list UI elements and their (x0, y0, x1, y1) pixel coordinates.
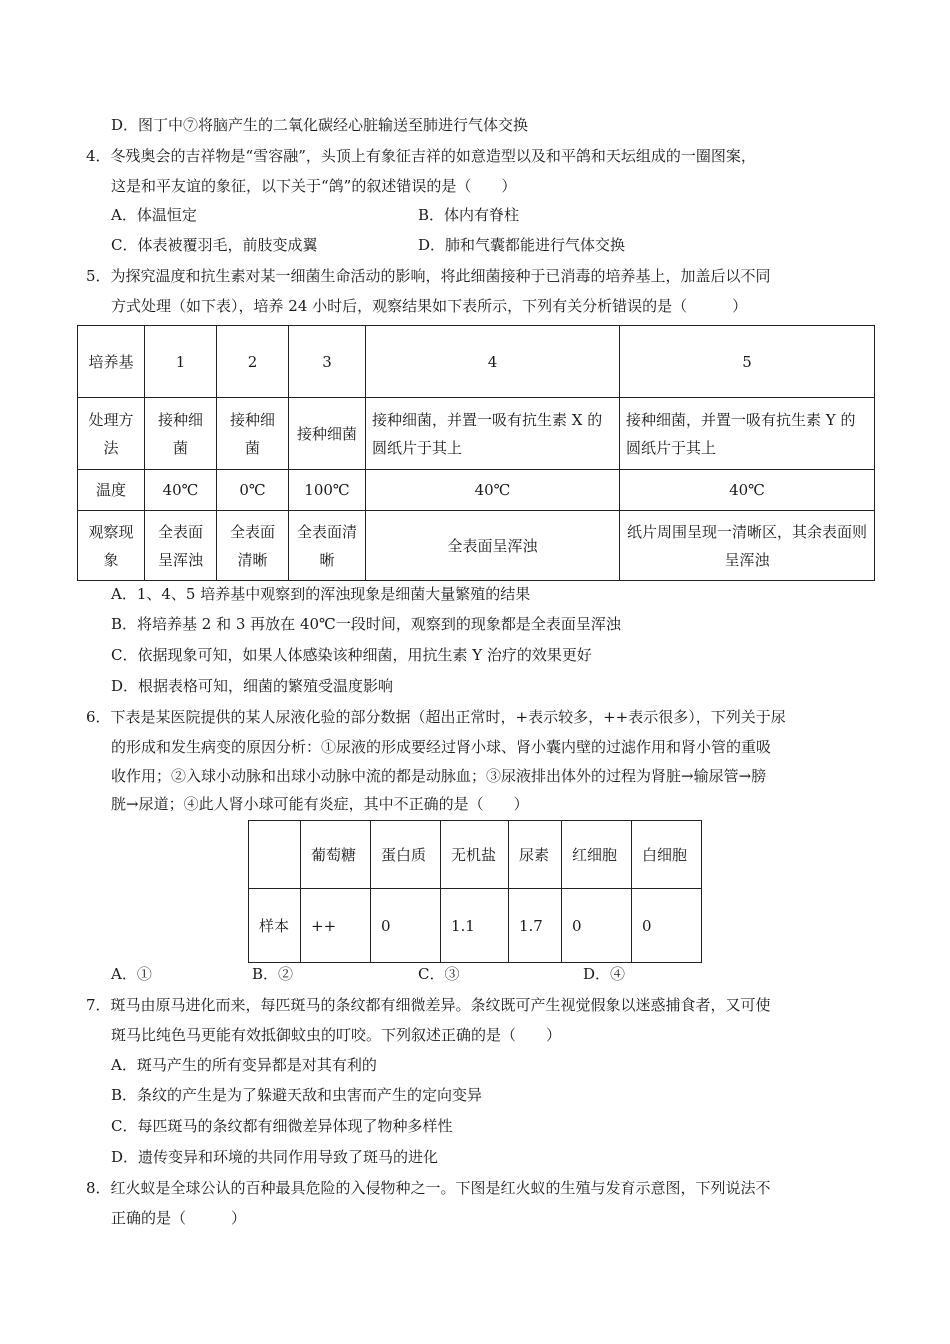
q5-option-b: B．将培养基 2 和 3 再放在 40℃一段时间，观察到的现象都是全表面呈浑浊 (111, 615, 621, 633)
q4-option-a: A．体温恒定 (111, 206, 197, 224)
header-cell: 红细胞 (562, 821, 632, 889)
table-cell: 1.7 (509, 889, 562, 963)
row-label: 温度 (78, 470, 145, 511)
q5-option-a: A．1、4、5 培养基中观察到的浑浊现象是细菌大量繁殖的结果 (111, 585, 531, 603)
table-cell: 纸片周围呈现一清晰区，其余表面则呈浑浊 (620, 511, 875, 581)
q6-option-b: B．② (252, 965, 294, 983)
header-cell: 培养基 (78, 326, 145, 398)
table-cell: 接种细菌，并置一吸有抗生素 Y 的圆纸片于其上 (620, 398, 875, 470)
q8-stem-line1: 8．红火蚁是全球公认的百种最具危险的入侵物种之一。下图是红火蚁的生殖与发育示意图，下列说法不 (86, 1179, 771, 1197)
q4-option-d: D．肺和气囊都能进行气体交换 (418, 236, 626, 254)
header-cell: 4 (366, 326, 620, 398)
q6-stem-line2: 的形成和发生病变的原因分析：①尿液的形成要经过肾小球、肾小囊内壁的过滤作用和肾小管的重吸 (111, 738, 772, 756)
q6-stem-line4: 胱→尿道；④此人肾小球可能有炎症，其中不正确的是（ ） (111, 795, 529, 813)
table-cell: 接种细菌 (289, 398, 366, 470)
header-cell: 3 (289, 326, 366, 398)
table-cell: 0 (632, 889, 702, 963)
table-cell: 全表面呈浑浊 (366, 511, 620, 581)
q4-stem-line1: 4．冬残奥会的吉祥物是“雪容融”，头顶上有象征吉祥的如意造型以及和平鸽和天坛组成的一圈图案， (86, 147, 756, 165)
row-label: 观察现象 (78, 511, 145, 581)
table-cell: 0℃ (217, 470, 289, 511)
table-cell: ++ (301, 889, 371, 963)
table-cell: 100℃ (289, 470, 366, 511)
table-cell: 0 (371, 889, 441, 963)
table-cell: 0 (562, 889, 632, 963)
header-cell: 葡萄糖 (301, 821, 371, 889)
q6-stem-line3: 收作用；②入球小动脉和出球小动脉中流的都是动脉血；③尿液排出体外的过程为肾脏→输尿管→膀 (111, 767, 767, 785)
q7-stem-line1: 7．斑马由原马进化而来，每匹斑马的条纹都有细微差异。条纹既可产生视觉假象以迷惑捕食者，又可使 (86, 996, 771, 1014)
q7-option-d: D．遗传变异和环境的共同作用导致了斑马的进化 (111, 1148, 439, 1166)
urine-table (248, 820, 702, 963)
culture-table (77, 325, 875, 581)
table-cell: 全表面呈浑浊 (145, 511, 217, 581)
table-cell: 40℃ (366, 470, 620, 511)
table-cell: 全表面清晰 (289, 511, 366, 581)
table-cell: 全表面清晰 (217, 511, 289, 581)
table-cell: 1.1 (441, 889, 509, 963)
q4-option-b: B．体内有脊柱 (418, 206, 520, 224)
table-cell: 接种细菌 (217, 398, 289, 470)
header-cell: 无机盐 (441, 821, 509, 889)
q5-option-d: D．根据表格可知，细菌的繁殖受温度影响 (111, 677, 394, 695)
q5-stem-line2: 方式处理（如下表），培养 24 小时后，观察结果如下表所示，下列有关分析错误的是（ ） (111, 297, 748, 315)
q4-option-c: C．体表被覆羽毛，前肢变成翼 (111, 236, 318, 254)
table-cell: 40℃ (145, 470, 217, 511)
q4-stem-line2: 这是和平友谊的象征，以下关于“鸽”的叙述错误的是（ ） (111, 177, 517, 195)
q7-option-c: C．每匹斑马的条纹都有细微差异体现了物种多样性 (111, 1117, 453, 1135)
table-cell: 接种细菌，并置一吸有抗生素 X 的圆纸片于其上 (366, 398, 620, 470)
q7-stem-line2: 斑马比纯色马更能有效抵御蚊虫的叮咬。下列叙述正确的是（ ） (111, 1026, 562, 1044)
q6-stem-line1: 6．下表是某医院提供的某人尿液化验的部分数据（超出正常时，+表示较多，++表示很多），下列关于尿 (86, 708, 786, 726)
header-cell: 1 (145, 326, 217, 398)
table-cell: 40℃ (620, 470, 875, 511)
header-cell (249, 821, 301, 889)
header-cell: 蛋白质 (371, 821, 441, 889)
q6-option-d: D．④ (583, 965, 626, 983)
q7-option-b: B．条纹的产生是为了躲避天敌和虫害而产生的定向变异 (111, 1086, 483, 1104)
table-cell: 接种细菌 (145, 398, 217, 470)
q3-option-d: D．图丁中⑦将脑产生的二氧化碳经心脏输送至肺进行气体交换 (111, 116, 529, 134)
q7-option-a: A．斑马产生的所有变异都是对其有利的 (111, 1056, 377, 1074)
q8-stem-line2: 正确的是（ ） (111, 1209, 247, 1227)
q5-stem-line1: 5．为探究温度和抗生素对某一细菌生命活动的影响，将此细菌接种于已消毒的培养基上，加盖后以不同 (86, 267, 771, 285)
header-cell: 白细胞 (632, 821, 702, 889)
q6-option-c: C．③ (418, 965, 460, 983)
q5-option-c: C．依据现象可知，如果人体感染该种细菌，用抗生素 Y 治疗的效果更好 (111, 646, 592, 664)
header-cell: 5 (620, 326, 875, 398)
q6-option-a: A．① (111, 965, 152, 983)
row-label: 样本 (249, 889, 301, 963)
header-cell: 2 (217, 326, 289, 398)
header-cell: 尿素 (509, 821, 562, 889)
row-label: 处理方法 (78, 398, 145, 470)
